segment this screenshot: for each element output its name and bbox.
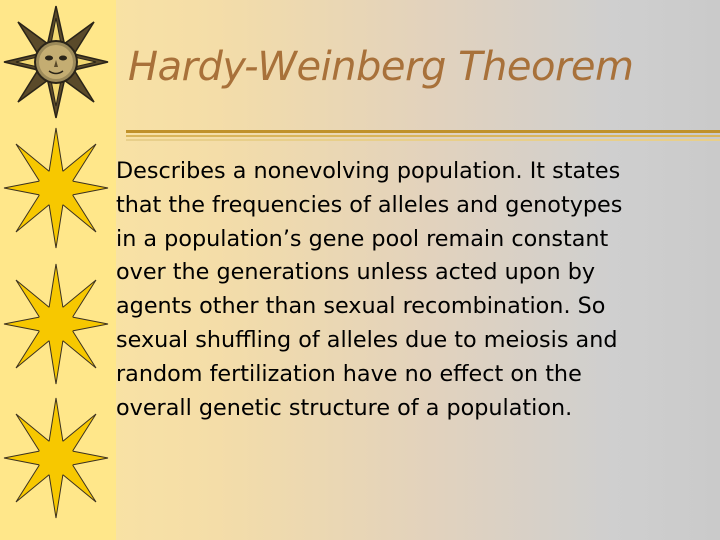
sun-burst-icon [2, 126, 110, 250]
sun-face-icon [2, 4, 110, 120]
sun-burst-icon [2, 396, 110, 520]
title-divider [126, 128, 720, 148]
slide-body-text: Describes a nonevolving population. It states that the frequencies of alleles and genotypes in a population’s gene pool remain constant over the generations unless acted upon by agents other than sexual recombination. So sexual shuffling of alleles due to meiosis and random fertilization have no effect on the overall genetic structure of a population. [116, 158, 623, 421]
slide-title: Hardy-Weinberg Theorem [128, 44, 634, 90]
sun-burst-icon [2, 262, 110, 386]
